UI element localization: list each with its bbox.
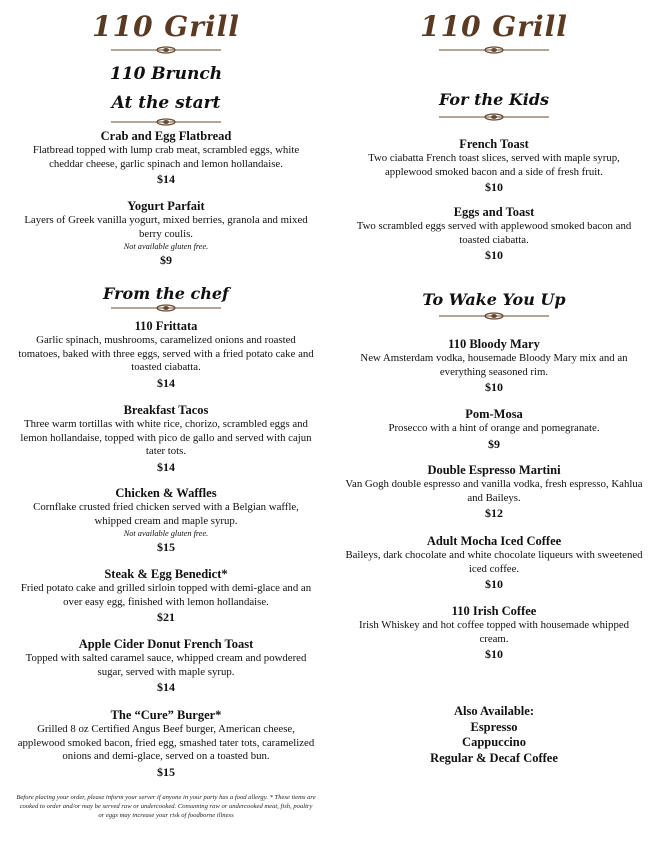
- item-price: $10: [485, 180, 503, 194]
- menu-item: [16, 567, 316, 625]
- item-name: Eggs and Toast: [453, 205, 535, 219]
- item-name: Double Espresso Martini: [427, 463, 561, 477]
- divider-ornament: [439, 113, 549, 121]
- item-price: $12: [485, 506, 503, 520]
- item-name: 110 Irish Coffee: [451, 604, 537, 618]
- menu-item: [344, 137, 644, 195]
- item-name: 110 Bloody Mary: [448, 337, 540, 351]
- section-heading-from-the-chef: From the chef: [103, 284, 229, 303]
- item-description: Two ciabatta French toast slices, served with maple syrup, applewood smoked bacon and a side of fresh fruit.: [368, 152, 620, 178]
- item-description: Layers of Greek vanilla yogurt, mixed berries, granola and mixed berry coulis.: [24, 214, 308, 240]
- item-price: $9: [488, 436, 500, 451]
- menu-item: [344, 337, 644, 395]
- item-name: Crab and Egg Flatbread: [100, 129, 232, 143]
- item-price: $10: [485, 647, 503, 661]
- item-name: French Toast: [459, 137, 529, 151]
- item-name: Apple Cider Donut French Toast: [78, 637, 254, 651]
- section-heading-to-wake-you-up: To Wake You Up: [422, 290, 566, 309]
- item-name: Chicken & Waffles: [115, 486, 217, 500]
- item-price: $10: [485, 248, 503, 262]
- item-price: $15: [157, 540, 175, 554]
- item-description: Irish Whiskey and hot coffee topped with housemade whipped cream.: [358, 619, 630, 645]
- item-note: Not available gluten free.: [123, 242, 209, 251]
- also-available-list: [344, 704, 644, 766]
- section-heading-for-the-kids: For the Kids: [438, 90, 550, 109]
- menu-item: [16, 403, 316, 475]
- item-name: The “Cure” Burger*: [110, 708, 222, 722]
- item-price: $14: [157, 375, 175, 390]
- item-note: Not available gluten free.: [123, 529, 209, 538]
- item-name: 110 Frittata: [134, 319, 198, 333]
- item-description: Grilled 8 oz Certified Angus Beef burger, American cheese, applewood smoked bacon, fried egg, smashed tater tots, caramelized onions and demi-glace, served on a toasted bun.: [17, 723, 315, 762]
- section-heading-at-the-start: At the start: [111, 93, 221, 113]
- also-available-item: Espresso: [470, 719, 518, 734]
- item-description: Prosecco with a hint of orange and pomegranate.: [388, 422, 600, 434]
- item-description: Cornflake crusted fried chicken served with a Belgian waffle, whipped cream and maple syrup.: [33, 501, 299, 527]
- also-available-item: Cappuccino: [462, 735, 526, 749]
- restaurant-logo-text: 110 Grill: [420, 10, 568, 43]
- allergy-disclaimer: Before placing your order, please inform your server if anyone in your party has a food allergy. * These items are cooked to order and/or may be served raw or undercooked. Consuming raw or undercooked meat, fish, poultry or eggs may increase your risk of foodborne illness: [16, 794, 316, 819]
- item-price: $14: [157, 172, 175, 186]
- menu-item: [16, 129, 316, 187]
- menu-item: [344, 604, 644, 662]
- item-name: Pom-Mosa: [465, 407, 523, 421]
- item-description: New Amsterdam vodka, housemade Bloody Mary mix and an everything seasoned rim.: [360, 352, 628, 378]
- menu-item: [344, 205, 644, 263]
- menu-item: [344, 407, 644, 452]
- item-price: $9: [160, 253, 172, 267]
- item-description: Baileys, dark chocolate and white chocolate liqueurs with sweetened iced coffee.: [345, 549, 643, 575]
- menu-item: [344, 463, 644, 521]
- restaurant-logo-text: 110 Grill: [92, 10, 240, 43]
- item-price: $14: [157, 459, 175, 474]
- divider-ornament: [439, 312, 549, 320]
- item-description: Van Gogh double espresso and vanilla vodka, fresh espresso, Kahlua and Baileys.: [345, 478, 643, 504]
- menu-item: [344, 534, 644, 592]
- item-price: $10: [485, 577, 503, 591]
- menu-item: [16, 319, 316, 391]
- item-name: Adult Mocha Iced Coffee: [426, 534, 562, 548]
- item-price: $14: [157, 680, 175, 694]
- item-description: Three warm tortillas with white rice, chorizo, scrambled eggs and lemon hollandaise, topped with pico de gallo and served with cajun tater tots.: [20, 418, 312, 457]
- item-description: Flatbread topped with lump crab meat, scrambled eggs, white cheddar cheese, garlic spinach and lemon hollandaise.: [32, 144, 300, 170]
- item-name: Steak & Egg Benedict*: [104, 567, 228, 581]
- item-description: Two scrambled eggs served with applewood smoked bacon and toasted ciabatta.: [356, 220, 632, 246]
- also-available-heading: Also Available:: [454, 704, 534, 718]
- menu-item: [16, 637, 316, 695]
- menu-item: [16, 486, 316, 555]
- divider-ornament: [111, 118, 221, 126]
- item-price: $10: [485, 380, 503, 394]
- item-price: $15: [157, 764, 175, 779]
- divider-ornament: [111, 304, 221, 312]
- menu-item: [16, 199, 316, 268]
- item-description: Topped with salted caramel sauce, whipped cream and powdered sugar, served with maple syrup.: [25, 652, 307, 678]
- divider-ornament: [439, 46, 549, 54]
- divider-ornament: [111, 46, 221, 54]
- item-description: Garlic spinach, mushrooms, caramelized onions and roasted tomatoes, baked with three eggs, served with a fried potato cake and toasted ciabatta.: [18, 334, 314, 373]
- item-name: Breakfast Tacos: [123, 403, 209, 417]
- menu-title: 110 Brunch: [109, 64, 223, 84]
- item-price: $21: [157, 610, 175, 624]
- item-description: Fried potato cake and grilled sirloin topped with demi-glace and an over easy egg, finished with lemon hollandaise.: [20, 582, 312, 608]
- also-available-item: Regular & Decaf Coffee: [430, 750, 558, 765]
- item-name: Yogurt Parfait: [127, 199, 205, 213]
- menu-item: [16, 708, 316, 780]
